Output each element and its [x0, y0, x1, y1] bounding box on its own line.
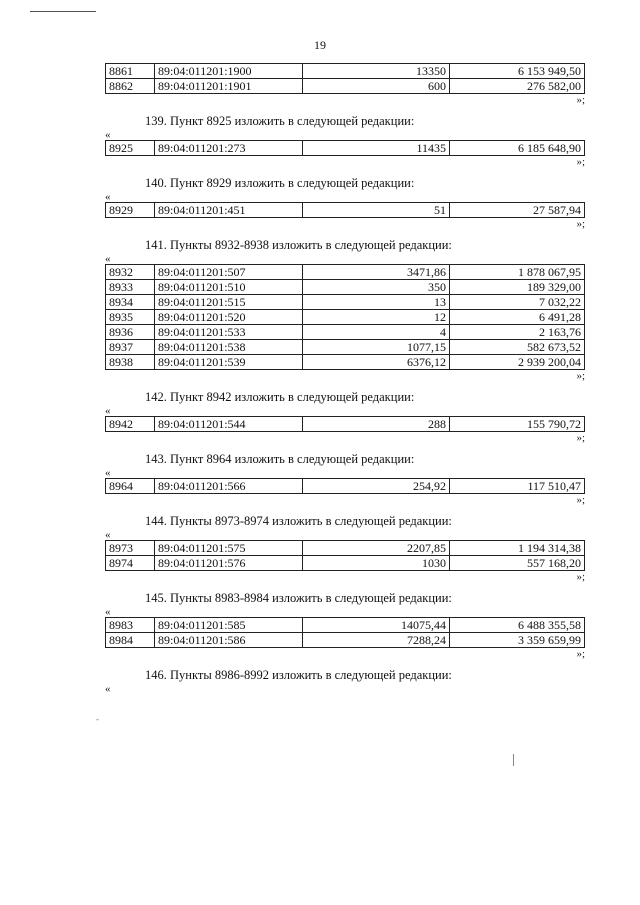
- area-cell: 254,92: [303, 479, 450, 494]
- cadastral-number-cell: 89:04:011201:576: [155, 556, 303, 571]
- cadastral-number-cell: 89:04:011201:510: [155, 280, 303, 295]
- section-heading: 142. Пункт 8942 изложить в следующей редакции:: [145, 390, 415, 404]
- area-cell: 7288,24: [303, 633, 450, 648]
- item-number-cell: 8925: [106, 141, 155, 156]
- value-cell: 117 510,47: [450, 479, 585, 494]
- item-number-cell: 8984: [106, 633, 155, 648]
- scan-artifact-line: [513, 754, 514, 766]
- value-cell: 6 185 648,90: [450, 141, 585, 156]
- item-number-cell: 8936: [106, 325, 155, 340]
- closing-quote: »;: [576, 94, 585, 106]
- cadastral-number-cell: 89:04:011201:520: [155, 310, 303, 325]
- area-cell: 1030: [303, 556, 450, 571]
- closing-quote: »;: [576, 432, 585, 444]
- cadastral-number-cell: 89:04:011201:539: [155, 355, 303, 370]
- cadastral-number-cell: 89:04:011201:575: [155, 541, 303, 556]
- data-table: [105, 617, 585, 648]
- value-cell: 2 163,76: [450, 325, 585, 340]
- header-rule: [30, 11, 96, 12]
- value-cell: 6 488 355,58: [450, 618, 585, 633]
- table-row: [106, 479, 585, 494]
- value-cell: 1 878 067,95: [450, 265, 585, 280]
- section-heading: 146. Пункты 8986-8992 изложить в следующей редакции:: [145, 668, 452, 682]
- cadastral-number-cell: 89:04:011201:585: [155, 618, 303, 633]
- item-number-cell: 8937: [106, 340, 155, 355]
- closing-quote: »;: [576, 370, 585, 382]
- item-number-cell: 8935: [106, 310, 155, 325]
- data-table: [105, 540, 585, 571]
- data-table: [105, 264, 585, 370]
- section-heading: 139. Пункт 8925 изложить в следующей редакции:: [145, 114, 415, 128]
- table-row: [106, 79, 585, 94]
- cadastral-number-cell: 89:04:011201:451: [155, 203, 303, 218]
- section-heading: 140. Пункт 8929 изложить в следующей редакции:: [145, 176, 415, 190]
- area-cell: 1077,15: [303, 340, 450, 355]
- cadastral-number-cell: 89:04:011201:273: [155, 141, 303, 156]
- area-cell: 12: [303, 310, 450, 325]
- closing-quote: »;: [576, 648, 585, 660]
- area-cell: 4: [303, 325, 450, 340]
- item-number-cell: 8983: [106, 618, 155, 633]
- item-number-cell: 8934: [106, 295, 155, 310]
- area-cell: 13350: [303, 64, 450, 79]
- item-number-cell: 8861: [106, 64, 155, 79]
- table-row: [106, 310, 585, 325]
- area-cell: 13: [303, 295, 450, 310]
- closing-quote: »;: [576, 218, 585, 230]
- opening-quote: «: [105, 253, 111, 265]
- value-cell: 557 168,20: [450, 556, 585, 571]
- item-number-cell: 8929: [106, 203, 155, 218]
- cadastral-number-cell: 89:04:011201:1901: [155, 79, 303, 94]
- item-number-cell: 8974: [106, 556, 155, 571]
- table-row: [106, 280, 585, 295]
- value-cell: 3 359 659,99: [450, 633, 585, 648]
- value-cell: 6 153 949,50: [450, 64, 585, 79]
- section-heading: 145. Пункты 8983-8984 изложить в следующей редакции:: [145, 591, 452, 605]
- cadastral-number-cell: 89:04:011201:1900: [155, 64, 303, 79]
- opening-quote: «: [105, 467, 111, 479]
- opening-quote: «: [105, 529, 111, 541]
- item-number-cell: 8933: [106, 280, 155, 295]
- area-cell: 350: [303, 280, 450, 295]
- table-row: [106, 141, 585, 156]
- opening-quote: «: [105, 683, 111, 695]
- area-cell: 600: [303, 79, 450, 94]
- value-cell: 582 673,52: [450, 340, 585, 355]
- value-cell: 189 329,00: [450, 280, 585, 295]
- value-cell: 2 939 200,04: [450, 355, 585, 370]
- value-cell: 6 491,28: [450, 310, 585, 325]
- opening-quote: «: [105, 191, 111, 203]
- value-cell: 276 582,00: [450, 79, 585, 94]
- area-cell: 11435: [303, 141, 450, 156]
- cadastral-number-cell: 89:04:011201:566: [155, 479, 303, 494]
- item-number-cell: 8862: [106, 79, 155, 94]
- table-row: [106, 541, 585, 556]
- item-number-cell: 8964: [106, 479, 155, 494]
- opening-quote: «: [105, 606, 111, 618]
- section-heading: 144. Пункты 8973-8974 изложить в следующей редакции:: [145, 514, 452, 528]
- data-table: [105, 202, 585, 218]
- document-body: [105, 63, 587, 694]
- cadastral-number-cell: 89:04:011201:515: [155, 295, 303, 310]
- table-row: [106, 295, 585, 310]
- table-row: [106, 633, 585, 648]
- cadastral-number-cell: 89:04:011201:533: [155, 325, 303, 340]
- area-cell: 51: [303, 203, 450, 218]
- table-row: [106, 556, 585, 571]
- value-cell: 27 587,94: [450, 203, 585, 218]
- area-cell: 14075,44: [303, 618, 450, 633]
- table-row: [106, 325, 585, 340]
- opening-quote: «: [105, 405, 111, 417]
- area-cell: 6376,12: [303, 355, 450, 370]
- table-row: [106, 618, 585, 633]
- value-cell: 7 032,22: [450, 295, 585, 310]
- table-row: [106, 417, 585, 432]
- closing-quote: »;: [576, 571, 585, 583]
- cadastral-number-cell: 89:04:011201:507: [155, 265, 303, 280]
- section-heading: 143. Пункт 8964 изложить в следующей редакции:: [145, 452, 415, 466]
- value-cell: 1 194 314,38: [450, 541, 585, 556]
- item-number-cell: 8942: [106, 417, 155, 432]
- item-number-cell: 8973: [106, 541, 155, 556]
- item-number-cell: 8932: [106, 265, 155, 280]
- cadastral-number-cell: 89:04:011201:586: [155, 633, 303, 648]
- data-table: [105, 416, 585, 432]
- table-row: [106, 203, 585, 218]
- area-cell: 3471,86: [303, 265, 450, 280]
- area-cell: 288: [303, 417, 450, 432]
- closing-quote: »;: [576, 156, 585, 168]
- data-table: [105, 63, 585, 94]
- section-heading: 141. Пункты 8932-8938 изложить в следующей редакции:: [145, 238, 452, 252]
- cadastral-number-cell: 89:04:011201:538: [155, 340, 303, 355]
- table-row: [106, 265, 585, 280]
- opening-quote: «: [105, 129, 111, 141]
- item-number-cell: 8938: [106, 355, 155, 370]
- table-row: [106, 355, 585, 370]
- value-cell: 155 790,72: [450, 417, 585, 432]
- table-row: [106, 340, 585, 355]
- table-row: [106, 64, 585, 79]
- data-table: [105, 478, 585, 494]
- area-cell: 2207,85: [303, 541, 450, 556]
- closing-quote: »;: [576, 494, 585, 506]
- cadastral-number-cell: 89:04:011201:544: [155, 417, 303, 432]
- data-table: [105, 140, 585, 156]
- margin-mark: -: [96, 714, 99, 724]
- page-number: 19: [314, 38, 326, 52]
